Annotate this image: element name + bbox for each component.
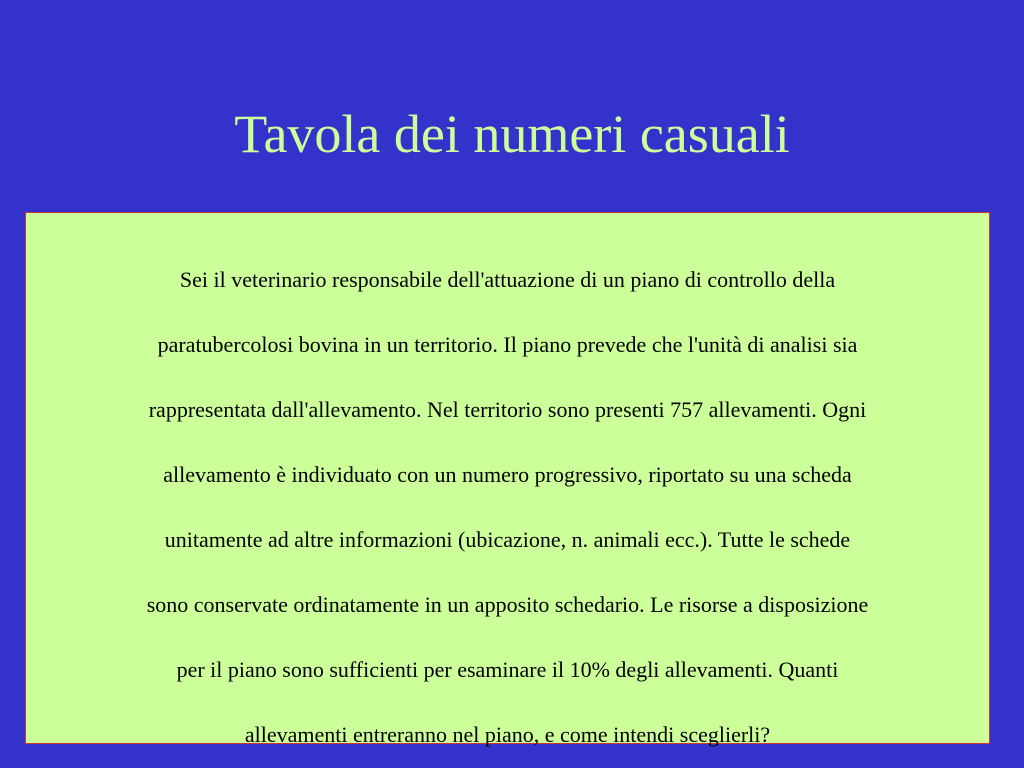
slide-title: Tavola dei numeri casuali xyxy=(234,104,790,164)
body-text xyxy=(26,247,989,767)
body-line: per il piano sono sufficienti per esaminare il 10% degli allevamenti. Quanti xyxy=(176,657,839,682)
text-box xyxy=(25,212,990,747)
body-line: Sei il veterinario responsabile dell'attuazione di un piano di controllo della xyxy=(179,267,836,292)
body-line: allevamento è individuato con un numero progressivo, riportato su una scheda xyxy=(163,462,852,487)
body-line: rappresentata dall'allevamento. Nel territorio sono presenti 757 allevamenti. Ogni xyxy=(148,397,867,422)
body-line: allevamenti entreranno nel piano, e come intendi sceglierli? xyxy=(244,722,771,747)
body-line: unitamente ad altre informazioni (ubicazione, n. animali ecc.). Tutte le schede xyxy=(164,527,851,552)
body-line: paratubercolosi bovina in un territorio. Il piano prevede che l'unità di analisi sia xyxy=(157,332,858,357)
body-line: sono conservate ordinatamente in un apposito schedario. Le risorse a disposizione xyxy=(146,592,869,617)
